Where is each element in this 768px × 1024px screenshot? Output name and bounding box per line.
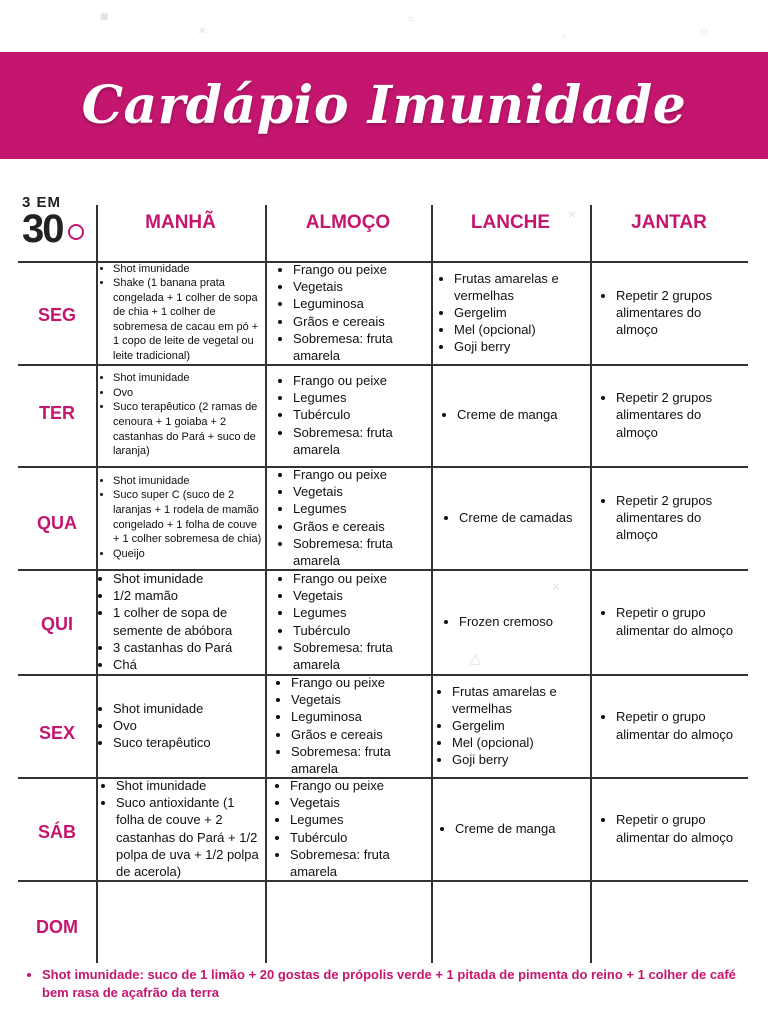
menu-cell-qua-almoco: [278, 467, 430, 568]
day-label-qua: QUA: [37, 513, 77, 533]
list-item: • Tubérculo: [293, 622, 430, 639]
menu-cell-seg-manha: [98, 262, 264, 363]
footnote-text: • Shot imunidade: suco de 1 limão + 20 gostas de própolis verde + 1 pitada de pimenta do reino + 1 colher de café bem rasa de açafrão da terra: [42, 966, 748, 1001]
list-item: • Legumes: [293, 604, 430, 621]
list-item: • Grãos e cereais: [293, 518, 430, 535]
list-item: • Repetir o grupo alimentar do almoço: [616, 708, 746, 742]
brand-logo: [22, 194, 90, 254]
list-item: • Vegetais: [293, 483, 430, 500]
list-item: • Vegetais: [293, 278, 430, 295]
menu-cell-sab-jantar: [601, 778, 746, 879]
list-item: • Tubérculo: [293, 406, 430, 423]
menu-cell-ter-lanche: [442, 365, 589, 465]
menu-cell-qua-manha: [98, 467, 264, 568]
list-item: • Vegetais: [291, 691, 430, 708]
title-banner: [0, 52, 768, 159]
list-item: • Creme de manga: [457, 406, 557, 423]
list-item: • Queijo: [113, 547, 264, 562]
menu-cell-qui-manha: [98, 570, 264, 673]
logo-text-top: 3 EM: [22, 194, 62, 211]
column-divider: [431, 205, 433, 963]
list-item: • Sobremesa: fruta amarela: [290, 846, 430, 880]
footnote: [28, 966, 748, 1001]
day-label-qui: QUI: [40, 614, 73, 634]
menu-cell-ter-almoco: [278, 365, 430, 465]
list-item: • Frango ou peixe: [290, 777, 430, 794]
list-item: • Grãos e cereais: [293, 313, 430, 330]
menu-cell-dom-jantar: [592, 881, 748, 963]
day-label-seg: SEG: [37, 305, 76, 325]
list-item: • Shot imunidade: [113, 474, 264, 489]
list-item: • Vegetais: [290, 794, 430, 811]
menu-cell-dom-almoco: [267, 881, 430, 963]
list-item: • Sobremesa: fruta amarela: [293, 424, 430, 458]
background-decoration: ○: [700, 22, 709, 38]
list-item: • 3 castanhas do Pará: [113, 639, 264, 656]
list-item: • Frango ou peixe: [291, 674, 430, 691]
menu-cell-sab-almoco: [275, 778, 430, 879]
list-item: • Repetir o grupo alimentar do almoço: [616, 811, 746, 845]
list-item: • Mel (opcional): [452, 734, 589, 751]
menu-cell-qui-jantar: [601, 570, 746, 673]
menu-cell-sex-jantar: [601, 675, 746, 776]
list-item: • Gergelim: [452, 717, 589, 734]
menu-cell-sex-lanche: [437, 675, 589, 776]
list-item: • Legumes: [290, 811, 430, 828]
menu-cell-dom-manha: [98, 881, 264, 963]
background-decoration: ◦: [562, 28, 567, 44]
list-item: • Goji berry: [454, 338, 589, 355]
menu-cell-sex-manha: [98, 675, 264, 776]
menu-cell-sab-manha: [101, 778, 264, 879]
list-item: • Shot imunidade: [113, 700, 211, 717]
menu-cell-qui-lanche: [444, 570, 589, 673]
menu-cell-dom-lanche: [433, 881, 589, 963]
list-item: • Repetir o grupo alimentar do almoço: [616, 604, 746, 638]
list-item: • Shot imunidade: [113, 262, 264, 277]
list-item: • Shot imunidade: [113, 371, 264, 386]
list-item: • Repetir 2 grupos alimentares do almoço: [616, 389, 746, 440]
list-item: • Sobremesa: fruta amarela: [293, 330, 430, 364]
day-label-sex: SEX: [38, 723, 76, 743]
column-header-lanche: LANCHE: [470, 212, 551, 233]
column-header-jantar: JANTAR: [631, 212, 707, 233]
list-item: • Sobremesa: fruta amarela: [293, 639, 430, 673]
page-title: Cardápio Imunidade: [81, 75, 687, 136]
list-item: • Mel (opcional): [454, 321, 589, 338]
list-item: • Repetir 2 grupos alimentares do almoço: [616, 287, 746, 338]
list-item: • Legumes: [293, 389, 430, 406]
background-decoration: ■: [100, 8, 109, 24]
background-decoration: ×: [198, 22, 207, 38]
apple-icon: [68, 224, 84, 240]
list-item: • Frutas amarelas e vermelhas: [452, 683, 589, 717]
day-label-dom: DOM: [36, 917, 78, 937]
list-item: • Vegetais: [293, 587, 430, 604]
column-header-manha: MANHÃ: [145, 212, 216, 233]
list-item: • 1/2 mamão: [113, 587, 264, 604]
menu-cell-seg-almoco: [278, 262, 430, 363]
list-item: • Suco antioxidante (1 folha de couve + 2 castanhas do Pará + 1/2 polpa de uva + 1/2 polpa de acerola): [116, 794, 264, 880]
day-label-ter: TER: [39, 403, 75, 423]
menu-cell-sab-lanche: [440, 778, 589, 879]
list-item: • Frozen cremoso: [459, 613, 553, 630]
list-item: • Suco terapêutico (2 ramas de cenoura + 1 goiaba + 2 castanhas do Pará + suco de laranja): [113, 400, 264, 458]
list-item: • Creme de camadas: [459, 509, 572, 526]
list-item: • Frango ou peixe: [293, 261, 430, 278]
list-item: • Ovo: [113, 386, 264, 401]
list-item: • Suco terapêutico: [113, 734, 211, 751]
menu-cell-qua-lanche: [444, 467, 589, 568]
list-item: • Frutas amarelas e vermelhas: [454, 270, 589, 304]
list-item: • Gergelim: [454, 304, 589, 321]
background-decoration: ×: [568, 206, 577, 222]
list-item: • Sobremesa: fruta amarela: [293, 535, 430, 569]
menu-cell-seg-jantar: [601, 262, 746, 363]
list-item: • Grãos e cereais: [291, 726, 430, 743]
column-header-almoco: ALMOÇO: [305, 212, 391, 233]
background-decoration: ×: [552, 578, 561, 594]
day-label-sab: SÁB: [37, 822, 76, 842]
list-item: • Creme de manga: [455, 820, 555, 837]
list-item: • Sobremesa: fruta amarela: [291, 743, 430, 777]
list-item: • 1 colher de sopa de semente de abóbora: [113, 604, 264, 638]
menu-cell-ter-jantar: [601, 365, 746, 465]
list-item: • Tubérculo: [290, 829, 430, 846]
menu-cell-sex-almoco: [276, 675, 430, 776]
column-divider: [590, 205, 592, 963]
menu-cell-ter-manha: [98, 365, 264, 465]
list-item: • Shake (1 banana prata congelada + 1 colher de sopa de chia + 1 colher de sobremesa de cacau em pó + 1 copo de leite de vegetal ou leite tradicional): [113, 276, 264, 363]
list-item: • Leguminosa: [291, 708, 430, 725]
list-item: • Suco super C (suco de 2 laranjas + 1 rodela de mamão congelado + 1 folha de couve + 1 colher sobremesa de chia): [113, 488, 264, 546]
list-item: • Shot imunidade: [113, 570, 264, 587]
background-decoration: ▫: [408, 10, 413, 26]
list-item: • Goji berry: [452, 751, 589, 768]
list-item: • Frango ou peixe: [293, 570, 430, 587]
list-item: • Frango ou peixe: [293, 372, 430, 389]
list-item: • Shot imunidade: [116, 777, 264, 794]
list-item: • Chá: [113, 656, 264, 673]
list-item: • Ovo: [113, 717, 211, 734]
list-item: • Legumes: [293, 500, 430, 517]
background-decoration: △: [470, 650, 481, 666]
column-divider: [265, 205, 267, 963]
menu-cell-qui-almoco: [278, 570, 430, 673]
list-item: • Frango ou peixe: [293, 466, 430, 483]
menu-cell-qua-jantar: [601, 467, 746, 568]
list-item: • Repetir 2 grupos alimentares do almoço: [616, 492, 746, 543]
logo-text-bottom: 30: [22, 207, 63, 251]
menu-cell-seg-lanche: [439, 262, 589, 363]
list-item: • Leguminosa: [293, 295, 430, 312]
